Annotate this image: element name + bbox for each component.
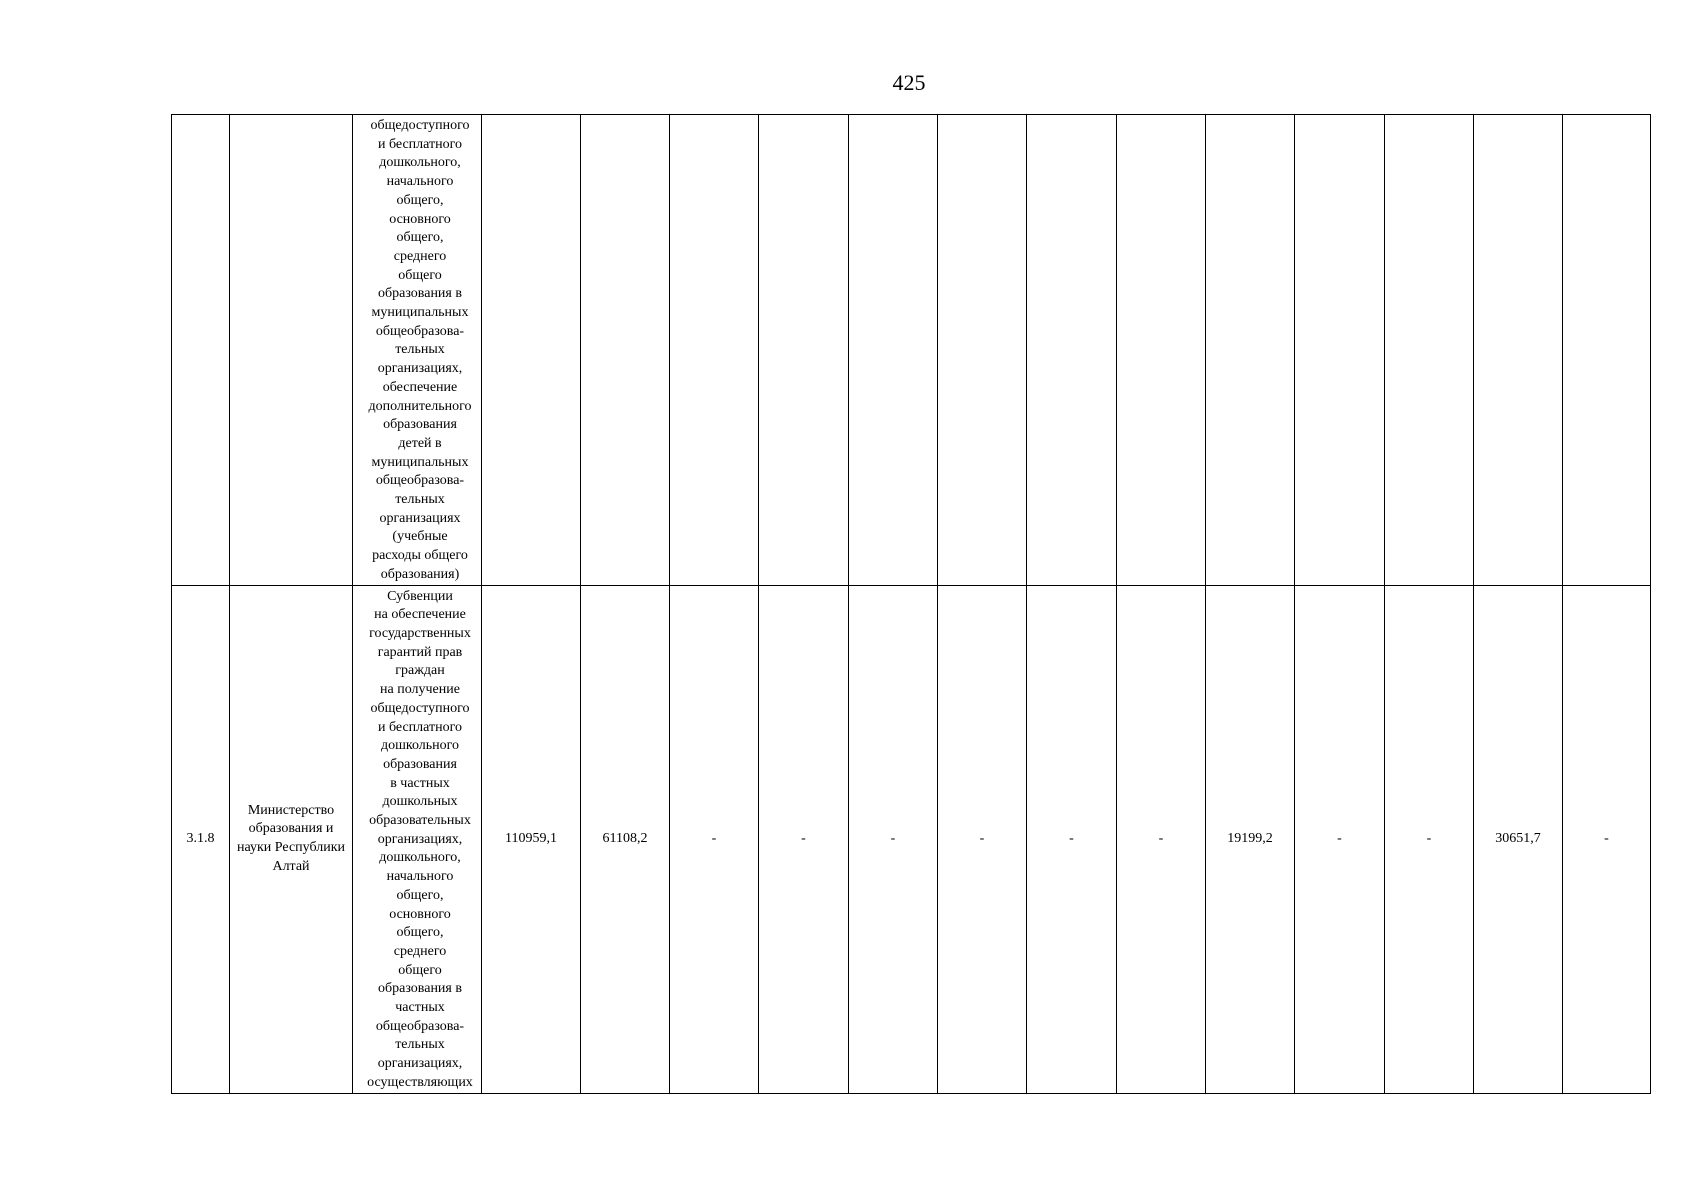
value-cell: - — [1295, 585, 1385, 1093]
value-cell — [1474, 115, 1563, 586]
value-cell: - — [1563, 585, 1651, 1093]
budget-table — [171, 114, 1651, 1094]
value-cell: - — [938, 585, 1027, 1093]
table-row — [172, 585, 1651, 1093]
value-cell — [849, 115, 938, 586]
value-cell — [759, 115, 849, 586]
value-cell — [482, 115, 581, 586]
value-cell: - — [759, 585, 849, 1093]
description-cell: общедоступного и бесплатного дошкольного, начального общего, основного общего, среднего общего образования в муниципальных общеобразова- тельных организациях, обеспечение дополнительного образования детей в муниципальных общеобразова- тельных организациях (учебные расходы общего образования) — [353, 115, 482, 586]
value-cell — [1027, 115, 1117, 586]
value-cell — [1563, 115, 1651, 586]
row-number-cell: 3.1.8 — [172, 585, 230, 1093]
executor-cell: Министерство образования и науки Республики Алтай — [230, 585, 353, 1093]
value-cell: 110959,1 — [482, 585, 581, 1093]
value-cell: 30651,7 — [1474, 585, 1563, 1093]
value-cell — [1295, 115, 1385, 586]
value-cell — [1206, 115, 1295, 586]
value-cell — [670, 115, 759, 586]
value-cell: - — [1117, 585, 1206, 1093]
value-cell — [1117, 115, 1206, 586]
table-row — [172, 115, 1651, 586]
description-cell: Субвенции на обеспечение государственных гарантий прав граждан на получение общедоступного и бесплатного дошкольного образования в частных дошкольных образовательных организациях, дошкольного, начального общего, основного общего, среднего общего образования в частных общеобразова- тельных организациях, осуществляющих — [353, 585, 482, 1093]
value-cell — [938, 115, 1027, 586]
value-cell: 19199,2 — [1206, 585, 1295, 1093]
value-cell: - — [670, 585, 759, 1093]
value-cell — [581, 115, 670, 586]
value-cell: - — [849, 585, 938, 1093]
value-cell: - — [1027, 585, 1117, 1093]
page-number: 425 — [892, 70, 926, 95]
row-number-cell — [172, 115, 230, 586]
value-cell: - — [1385, 585, 1474, 1093]
value-cell — [1385, 115, 1474, 586]
value-cell: 61108,2 — [581, 585, 670, 1093]
executor-cell — [230, 115, 353, 586]
